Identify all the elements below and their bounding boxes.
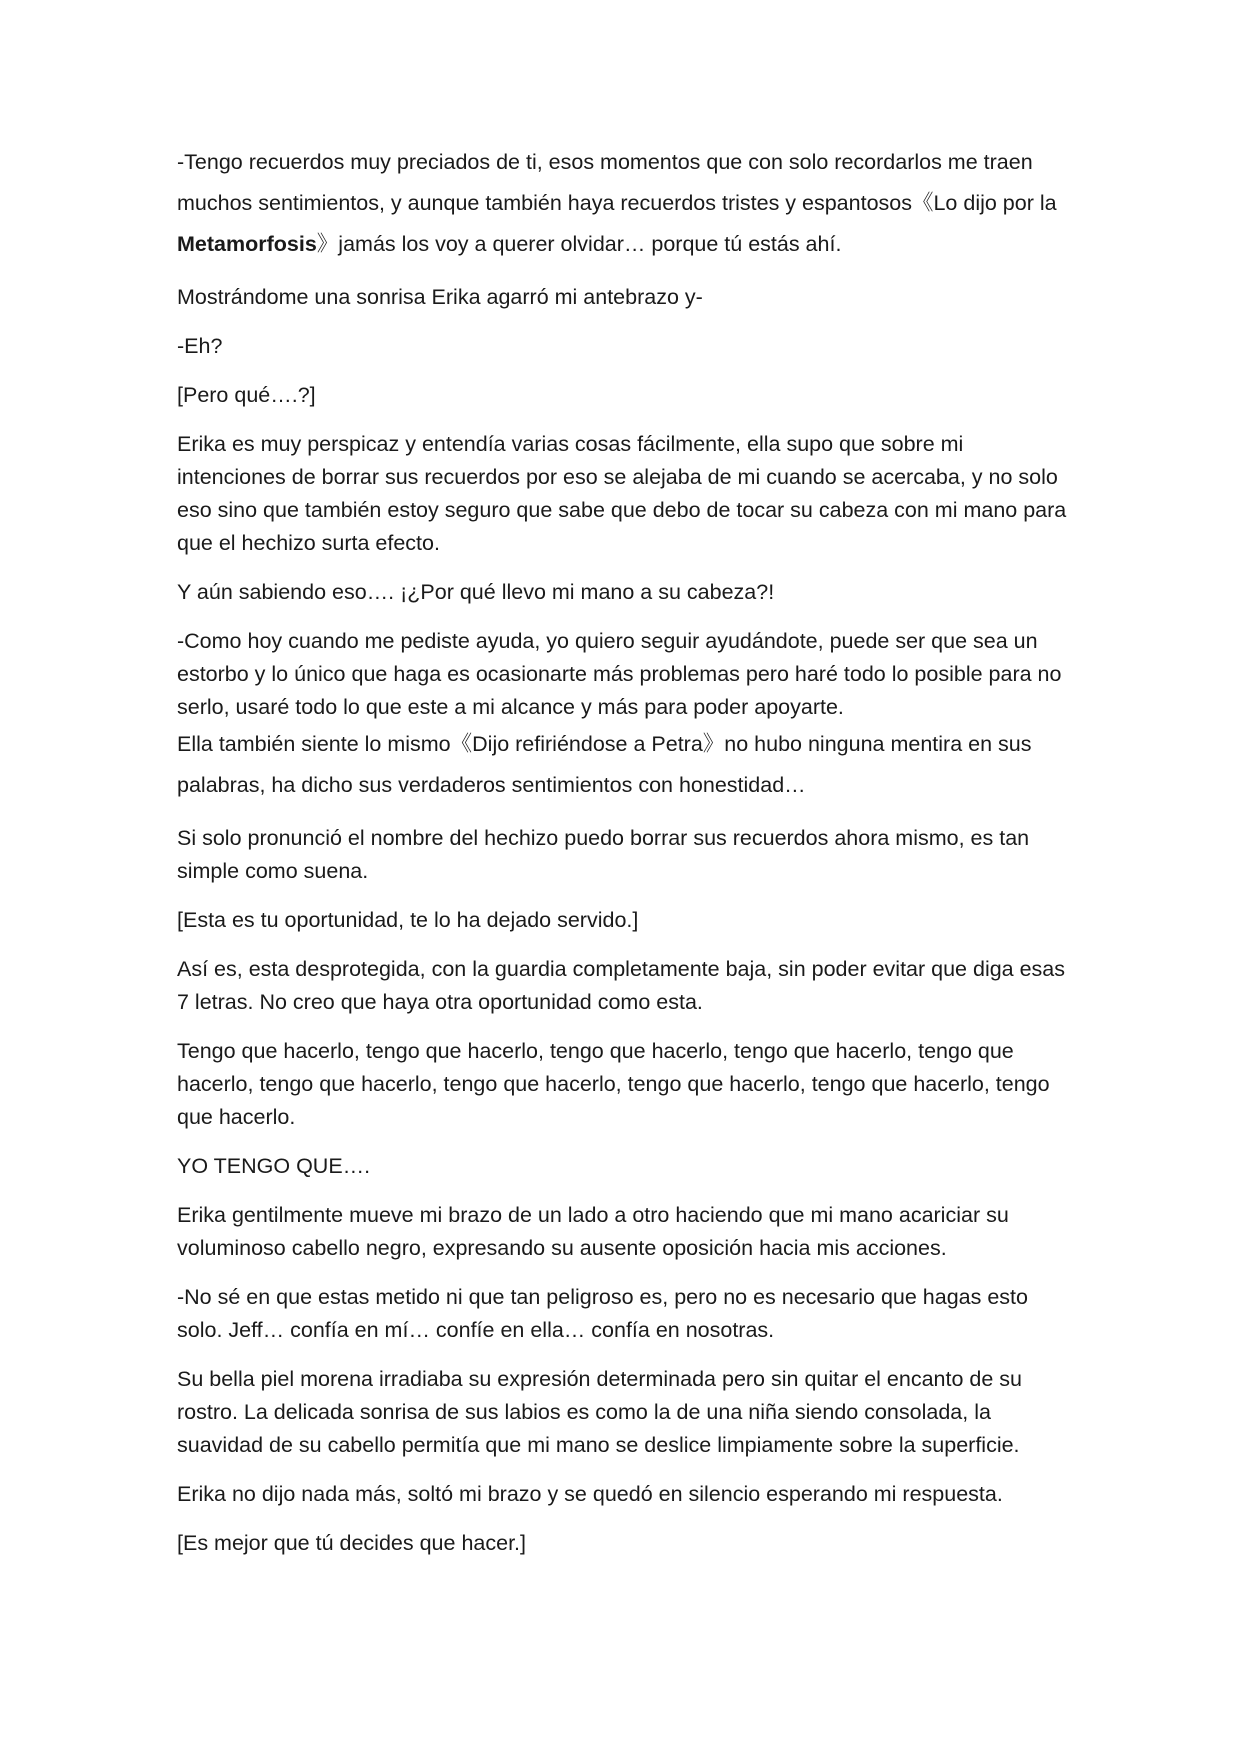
document-page	[177, 146, 1067, 1576]
paragraph-15: -No sé en que estas metido ni que tan peligroso es, pero no es necesario que hagas esto solo. Jeff… confía en mí… confíe en ella… confía en nosotras.	[177, 1285, 1028, 1342]
paragraph-11: Así es, esta desprotegida, con la guardia completamente baja, sin poder evitar que diga esas 7 letras. No creo que haya otra oportunidad como esta.	[177, 957, 1066, 1014]
paragraph-8: Ella también siente lo mismo《Dijo refiriéndose a Petra》no hubo ninguna mentira en sus palabras, ha dicho sus verdaderos sentimientos con honestidad…	[177, 732, 1032, 797]
paragraph-2: Mostrándome una sonrisa Erika agarró mi antebrazo y-	[177, 285, 703, 309]
paragraph-14: Erika gentilmente mueve mi brazo de un lado a otro haciendo que mi mano acariciar su voluminoso cabello negro, expresando su ausente oposición hacia mis acciones.	[177, 1203, 1009, 1260]
paragraph-16: Su bella piel morena irradiaba su expresión determinada pero sin quitar el encanto de su rostro. La delicada sonrisa de sus labios es como la de una niña siendo consolada, la suavidad de su cabello permitía que mi mano se deslice limpiamente sobre la superficie.	[177, 1367, 1022, 1457]
paragraph-13: YO TENGO QUE….	[177, 1154, 371, 1178]
paragraph-12: Tengo que hacerlo, tengo que hacerlo, tengo que hacerlo, tengo que hacerlo, tengo que hacerlo, tengo que hacerlo, tengo que hacerlo, tengo que hacerlo, tengo que hacerlo, tengo que hacerlo.	[177, 1039, 1050, 1129]
paragraph-3: -Eh?	[177, 334, 223, 358]
paragraph-18: [Es mejor que tú decides que hacer.]	[177, 1531, 526, 1555]
paragraph-1	[177, 142, 1067, 265]
paragraph-10: [Esta es tu oportunidad, te lo ha dejado servido.]	[177, 908, 639, 932]
paragraph-5: Erika es muy perspicaz y entendía varias cosas fácilmente, ella supo que sobre mi intenciones de borrar sus recuerdos por eso se alejaba de mi cuando se acercaba, y no solo eso sino que también estoy seguro que sabe que debo de tocar su cabeza con mi mano para que el hechizo surta efecto.	[177, 432, 1067, 555]
paragraph-1-text-b: 》jamás los voy a querer olvidar… porque tú estás ahí.	[316, 232, 842, 256]
paragraph-9: Si solo pronunció el nombre del hechizo puedo borrar sus recuerdos ahora mismo, es tan simple como suena.	[177, 826, 1030, 883]
paragraph-17: Erika no dijo nada más, soltó mi brazo y se quedó en silencio esperando mi respuesta.	[177, 1482, 1003, 1506]
paragraph-4: [Pero qué….?]	[177, 383, 316, 407]
paragraph-6: Y aún sabiendo eso…. ¡¿Por qué llevo mi mano a su cabeza?!	[177, 580, 775, 604]
metamorfosis-bold-text: Metamorfosis	[177, 232, 317, 256]
paragraph-1-text-a: -Tengo recuerdos muy preciados de ti, esos momentos que con solo recordarlos me traen muchos sentimientos, y aunque también haya recuerdos tristes y espantosos《Lo dijo por la	[177, 150, 1057, 215]
paragraph-7: -Como hoy cuando me pediste ayuda, yo quiero seguir ayudándote, puede ser que sea un estorbo y lo único que haga es ocasionarte más problemas pero haré todo lo posible para no serlo, usaré todo lo que este a mi alcance y más para poder apoyarte.	[177, 629, 1062, 719]
